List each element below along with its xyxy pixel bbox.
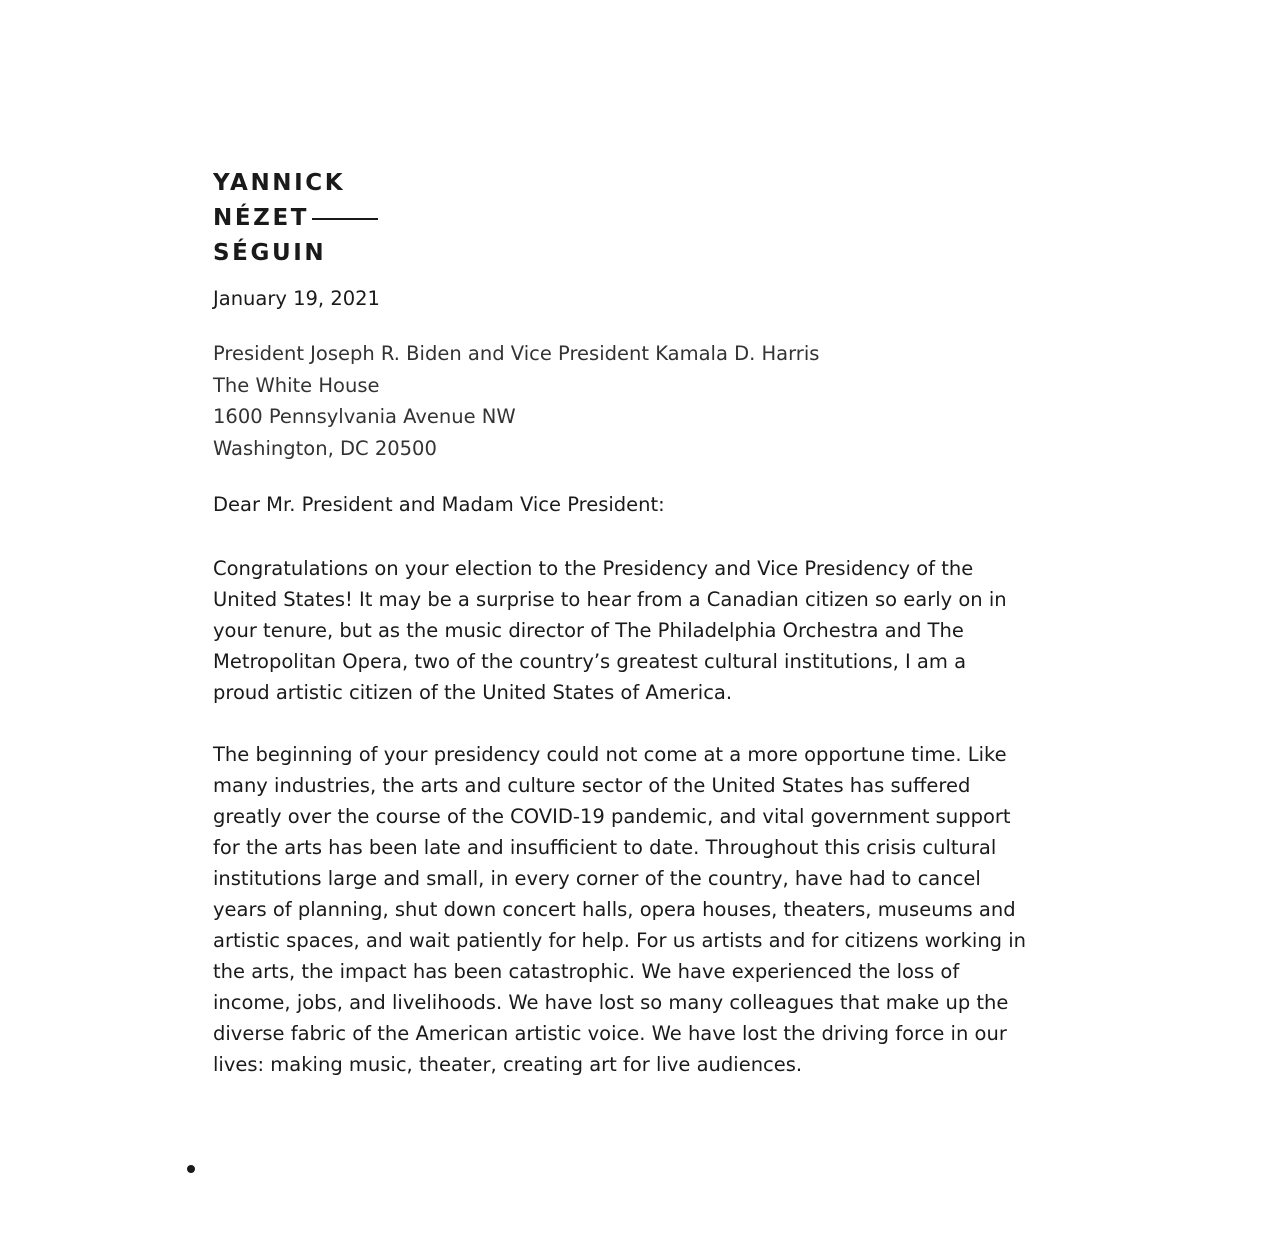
paragraph-line: proud artistic citizen of the United States of America. [213,681,733,704]
paragraph-line: The beginning of your presidency could not come at a more opportune time. Like [213,743,1007,766]
recipient-address [213,338,819,464]
address-line: Washington, DC 20500 [213,436,437,460]
logo-first-name: YANNICK [213,170,346,196]
paragraph-line: diverse fabric of the American artistic voice. We have lost the driving force in our [213,1022,1007,1045]
paragraph-line: your tenure, but as the music director of The Philadelphia Orchestra and The [213,619,964,642]
letterhead-logo [213,166,378,271]
paragraph-2 [213,739,1026,1080]
logo-rule [312,218,378,220]
salutation: Dear Mr. President and Madam Vice President: [213,493,665,516]
address-line: 1600 Pennsylvania Avenue NW [213,405,516,428]
logo-last-name-2: SÉGUIN [213,240,327,266]
paragraph-line: the arts, the impact has been catastrophic. We have experienced the loss of [213,960,960,983]
paragraph-line: United States! It may be a surprise to hear from a Canadian citizen so early on in [213,588,1007,611]
logo-last-name-1: NÉZET [213,205,310,231]
paragraph-line: institutions large and small, in every corner of the country, have had to cancel [213,867,981,890]
letter-date: January 19, 2021 [213,287,380,310]
bullet-dot-icon [187,1165,195,1173]
paragraph-line: Metropolitan Opera, two of the country’s greatest cultural institutions, I am a [213,650,967,673]
paragraph-line: lives: making music, theater, creating art for live audiences. [213,1053,803,1076]
logo-line-2 [213,201,378,236]
paragraph-line: Congratulations on your election to the Presidency and Vice Presidency of the [213,557,974,580]
paragraph-line: years of planning, shut down concert halls, opera houses, theaters, museums and [213,898,1016,921]
logo-line-1 [213,166,378,201]
paragraph-line: many industries, the arts and culture sector of the United States has suffered [213,774,971,797]
paragraph-line: for the arts has been late and insufficient to date. Throughout this crisis cultural [213,836,997,859]
paragraph-1 [213,553,1007,708]
paragraph-line: greatly over the course of the COVID-19 pandemic, and vital government support [213,805,1011,828]
paragraph-line: income, jobs, and livelihoods. We have lost so many colleagues that make up the [213,991,1009,1014]
address-line: President Joseph R. Biden and Vice President Kamala D. Harris [213,342,820,365]
logo-line-3 [213,236,378,271]
address-line: The White House [213,373,380,397]
paragraph-line: artistic spaces, and wait patiently for help. For us artists and for citizens working in [213,929,1027,952]
